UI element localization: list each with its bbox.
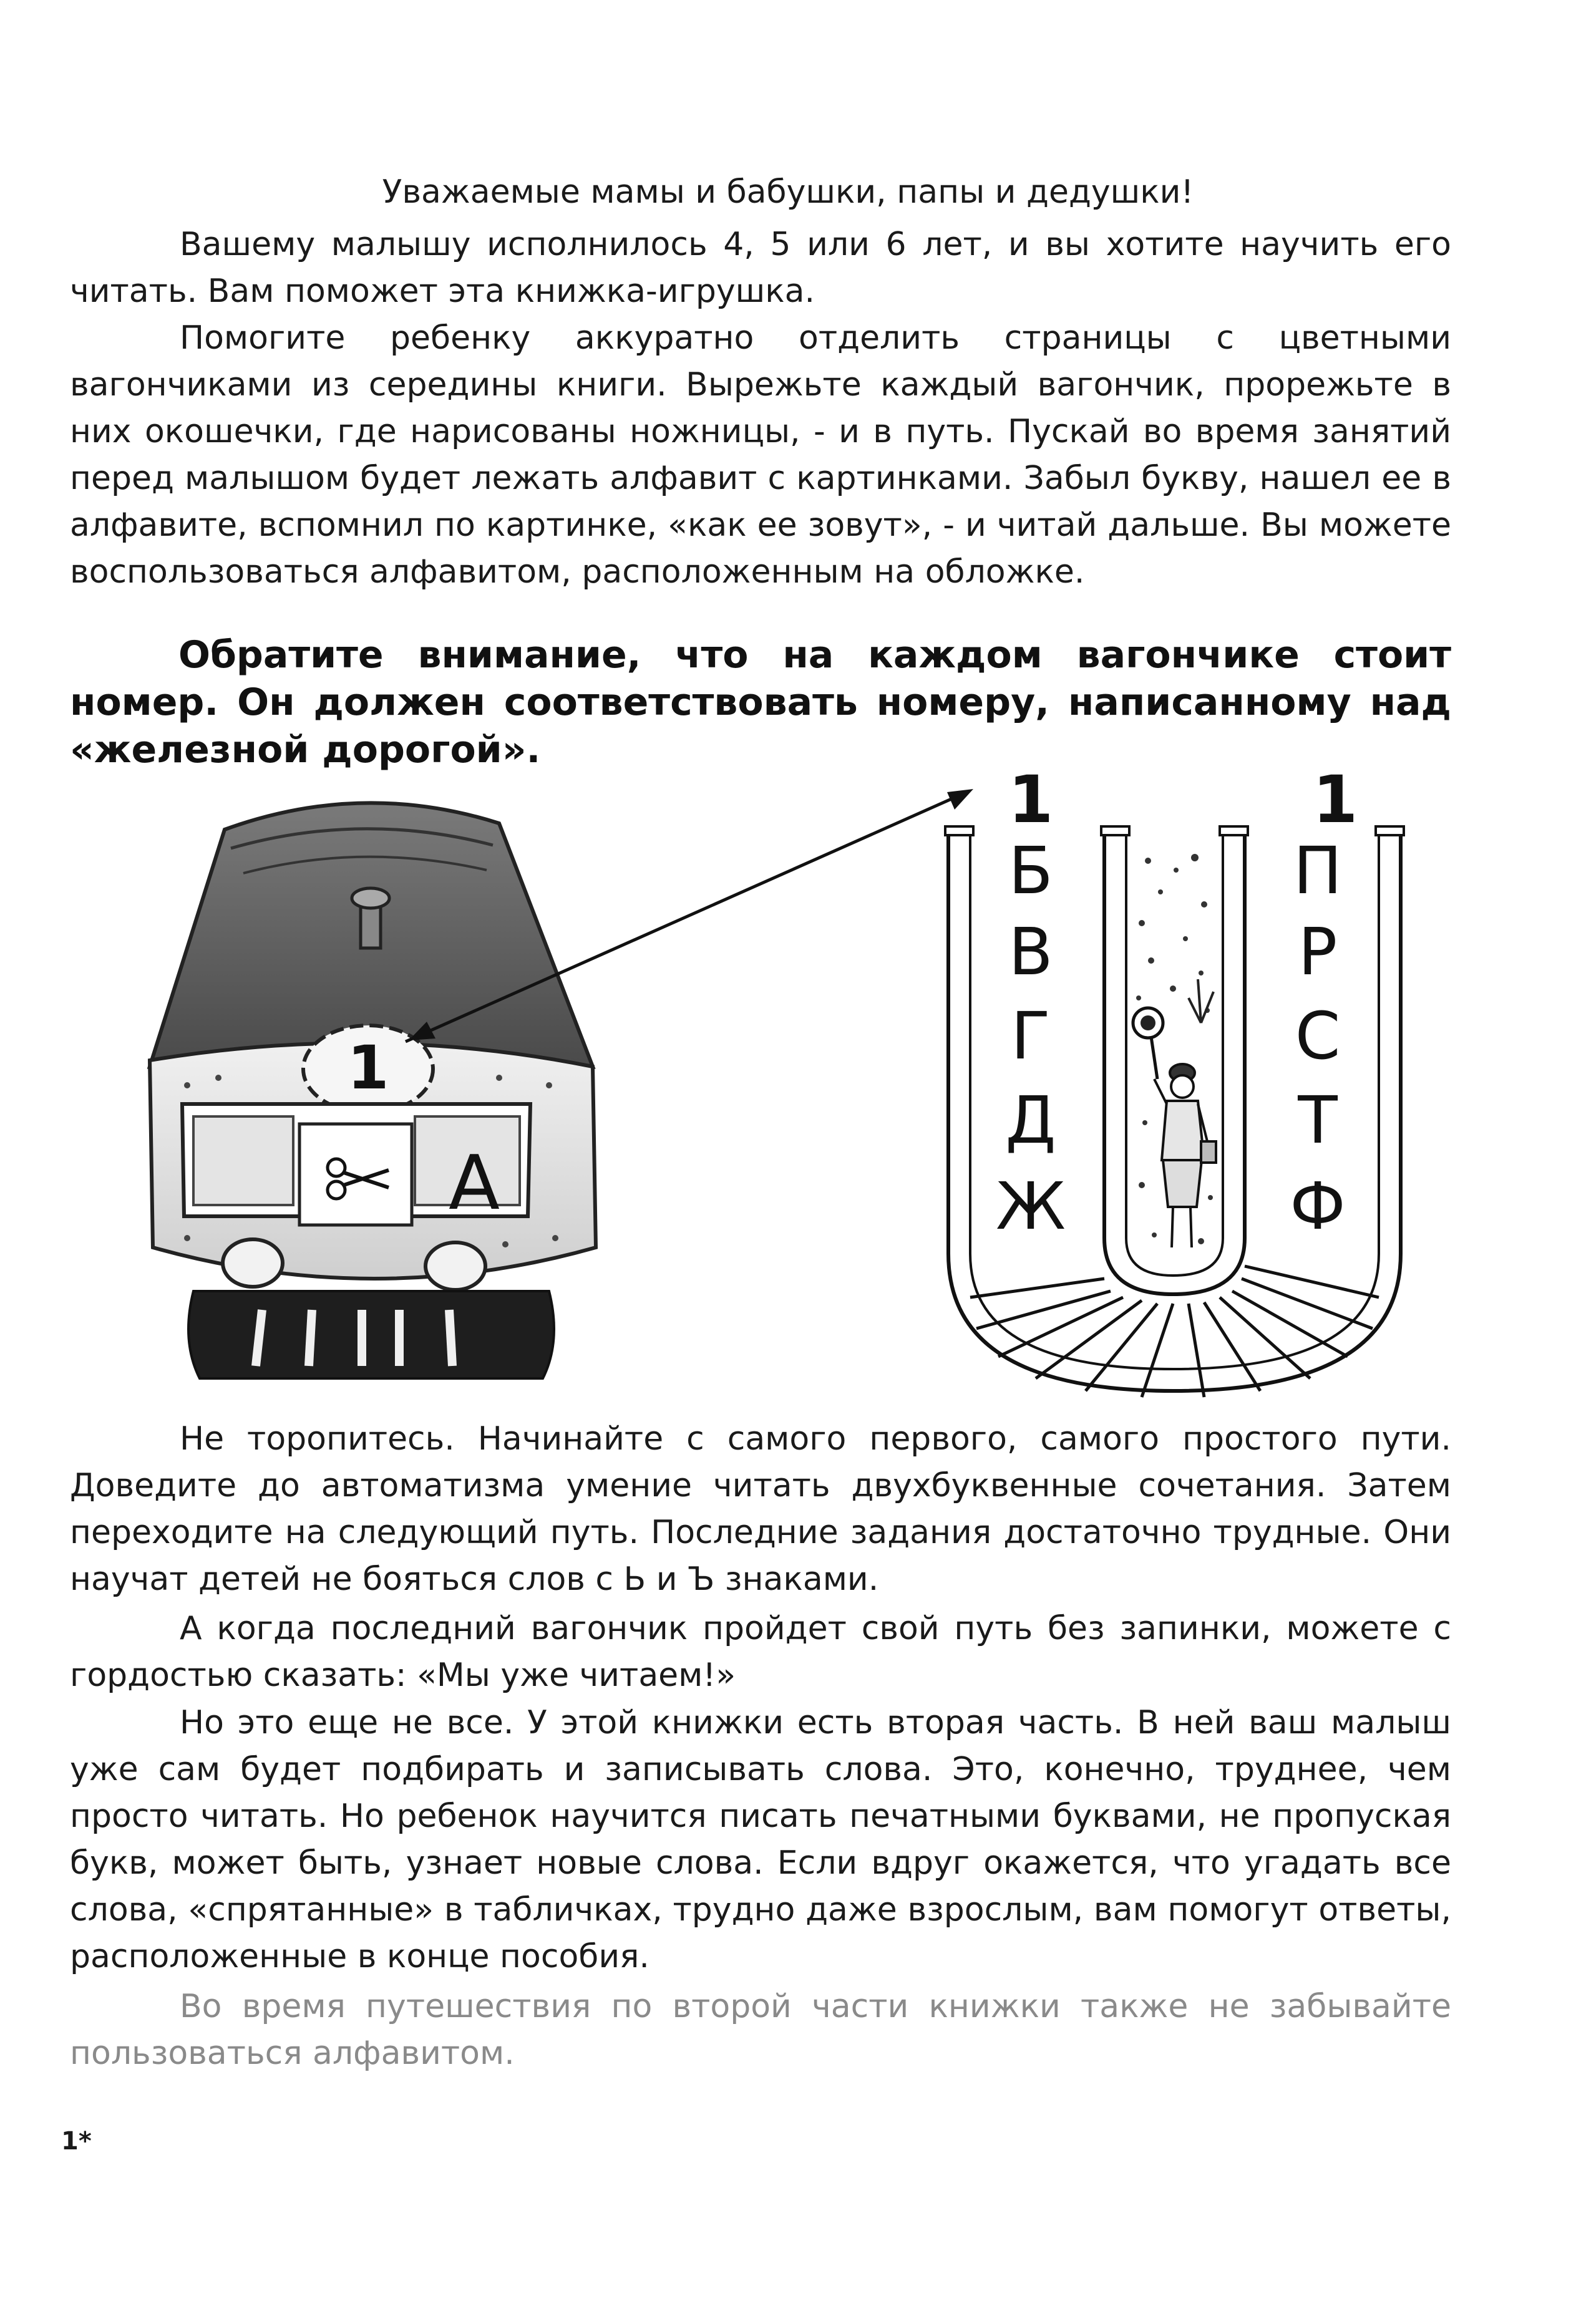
track-letter: Т [1298, 1082, 1338, 1158]
track-left-letters [996, 833, 1066, 1244]
motivation-paragraph: А когда последний вагончик пройдет свой путь без запинки, можете с гордостью сказать: «Мы уже читаем!» [70, 1610, 1451, 1694]
track-letter: Г [1011, 998, 1051, 1074]
advice-paragraph: Не торопитесь. Начинайте с самого первого, самого простого пути. Доведите до автоматизма умение читать двухбуквенные сочетания. Затем переходите на следующий путь. Последние задания достаточно трудные. Они научат детей не бояться слов с Ь и Ъ знаками. [70, 1420, 1451, 1598]
wagon-letter: А [448, 1140, 500, 1227]
track-letter: С [1295, 998, 1341, 1074]
track-left-number: 1 [1008, 762, 1054, 838]
signal-disc-icon [1133, 1008, 1163, 1079]
second-part-paragraph: Но это еще не все. У этой книжки есть вторая часть. В ней ваш малыш уже сам будет подбирать и записывать слова. Это, конечно, труднее, чем просто читать. Но ребенок научится писать печатными буквами, не пропуская букв, может быть, узнает новые слова. Если вдруг окажется, что угадать все слова, «спрятанные» в табличках, трудно даже взрослым, вам помогут ответы, расположенные в конце пособия. [70, 1704, 1451, 1975]
track-letter: Ф [1290, 1168, 1346, 1244]
instructions-paragraph: Помогите ребенку аккуратно отделить страницы с цветными вагончиками из середины книги. Вырежьте каждый вагончик, прорежьте в них окошечки, где нарисованы ножницы, - и в путь. Пускай во время занятий перед малышом будет лежать алфавит с картинками. Забыл букву, нашел ее в алфавите, вспомнил по картинке, «как ее зовут», - и читай дальше. Вы можете воспользоваться алфавитом, расположенным на обложке. [70, 319, 1451, 591]
track-letter: Д [1005, 1082, 1056, 1158]
closing-paragraph: Во время путешествия по второй части книжки также не забывайте пользоваться алфавитом. [70, 1988, 1451, 2072]
page-heading: Уважаемые мамы и бабушки, папы и дедушки! [382, 173, 1194, 211]
track-letter: П [1293, 833, 1343, 909]
track-letter: Р [1298, 914, 1338, 990]
railway-worker-figure [1154, 1064, 1216, 1247]
track-letter: Б [1008, 833, 1053, 909]
intro-paragraph: Вашему малышу исполнилось 4, 5 или 6 лет, и вы хотите научить его читать. Вам поможет эта книжка-игрушка. [70, 226, 1451, 310]
notice-paragraph: Обратите внимание, что на каждом вагончике стоит номер. Он должен соответствовать номеру, написанному над «железной дорогой». [70, 633, 1451, 772]
track-right-letters [1290, 833, 1346, 1244]
wagon-number: 1 [347, 1033, 389, 1103]
track-letter: Ж [995, 1168, 1066, 1244]
locomotive [150, 803, 596, 1378]
page-signature: 1* [61, 2127, 92, 2156]
track-right-number: 1 [1312, 762, 1358, 838]
track-letter: В [1008, 914, 1053, 990]
